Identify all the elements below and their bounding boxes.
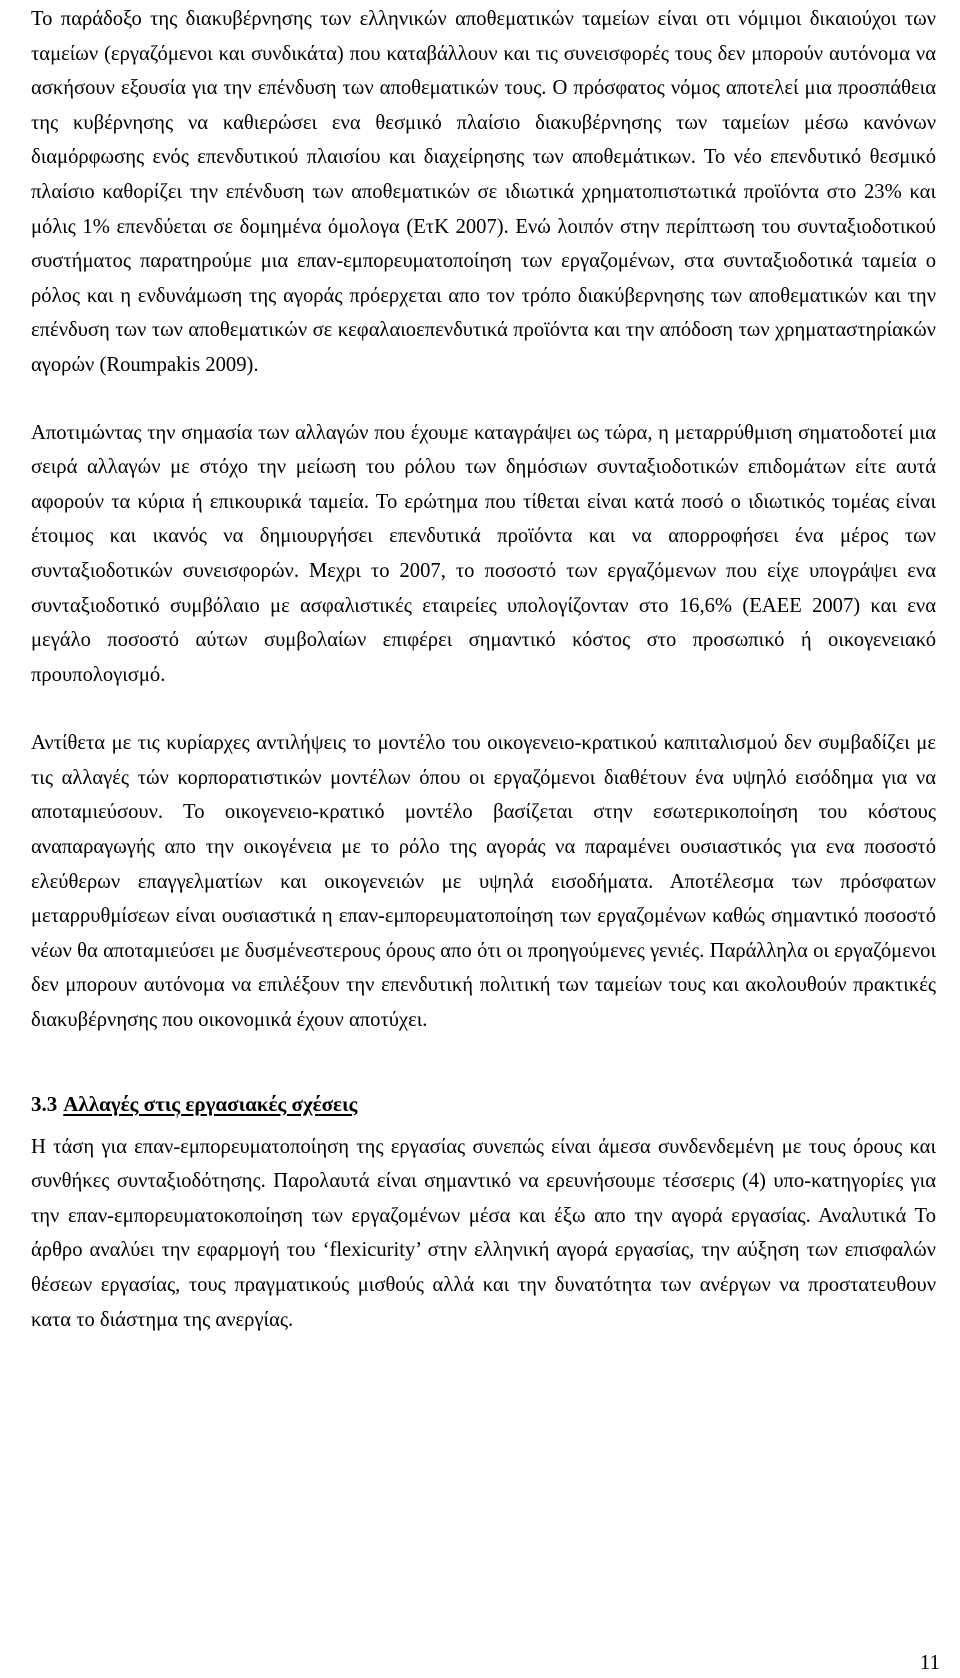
- section-number: 3.3: [31, 1091, 58, 1116]
- paragraph-reform-assessment: Αποτιμώντας την σημασία των αλλαγών που έχουμε καταγράψει ως τώρα, η μεταρρύθμιση σηματοδοτεί μια σειρά αλλαγών με στόχο την μείωση του ρόλου των δημόσιων συνταξιοδοτικών επιδομάτων είτε αυτά αφορούν τα κύρια ή επικουρικά ταμεία. Το ερώτημα που τίθεται είναι κατά ποσό ο ιδιωτικός τομέας είναι έτοιμος και ικανός να δημιουργήσει επενδυτικά προϊόντα και να απορροφήσει ένα μέρος των συνταξιοδοτικών συνεισφορών. Μεχρι το 2007, το ποσοστό των εργαζόμενων που είχε υπογράψει ενα συνταξιοδοτικό συμβόλαιο με ασφαλιστικές εταιρείες υπολογίζονταν στο 16,6% (ΕΑΕΕ 2007) και ενα μεγάλο ποσοστό αύτων συμβολαίων επιφέρει σημαντικό κόστος στο προσωπικό ή οικογενειακό προυπολογισμό.: [31, 421, 936, 686]
- paragraph-familial-state-model: Αντίθετα με τις κυρίαρχες αντιλήψεις το μοντέλο του οικογενειο-κρατικού καπιταλισμού δεν συμβαδίζει με τις αλλαγές τών κορπορατιστικών μοντέλων όπου οι εργαζόμενοι διαθέτουν ένα υψηλό εισόδημα για να αποταμιεύσουν. Το οικογενειο-κρατικό μοντέλο βασίζεται στην εσωτερικοποίηση του κόστους αναπαραγωγής απο την οικογένεια με το ρόλο της αγοράς να παραμένει ουσιαστικός για ενα ποσοστό ελεύθερων επαγγελματίων και οικογενειών με υψηλά εισοδήματα. Αποτέλεσμα των πρόσφατων μεταρρυθμίσεων είναι ουσιαστικά η επαν-εμπορευματοποίηση των εργαζομένων καθώς σημαντικό ποσοστό νέων θα αποταμιεύσει με δυσμένεστερους όρους απο ότι οι προηγούμενες γενιές. Παράλληλα οι εργαζόμενοι δεν μπορουν αυτόνομα να επιλέξουν την επενδυτική πολιτική των ταμείων τους και ακολουθούν πρακτικές διακυβέρνησης που οικονομικά έχουν αποτύχει.: [31, 732, 936, 1032]
- section-title: Αλλαγές στις εργασιακές σχέσεις: [63, 1091, 358, 1116]
- section-heading: [31, 1088, 936, 1127]
- paragraph-pension-funds-governance: Το παράδοξο της διακυβέρνησης των ελληνικών αποθεματικών ταμείων είναι οτι νόμιμοι δικαιούχοι των ταμείων (εργαζόμενοι και συνδικάτα) που καταβάλλουν και τις συνεισφορές τους δεν μπορούν αυτόνομα να ασκήσουν εξουσία για την επένδυση των αποθεματικών τους. Ο πρόσφατος νόμος αποτελεί μια προσπάθεια της κυβέρνησης να καθιερώσει ενα θεσμικό πλαίσιο διακυβέρνησης των ταμείων μέσω κανόνων διαμόρφωσης ενός επενδυτικού πλαισίου και διαχείρησης των αποθεμάτικων. Το νέο επενδυτικό θεσμικό πλαίσιο καθορίζει την επένδυση των αποθεματικών σε ιδιωτικά χρηματοπιστωτικά προϊόντα στο 23% και μόλις 1% επενδύεται σε δομημένα όμολογα (ΕτΚ 2007). Ενώ λοιπόν στην περίπτωση του συνταξιοδοτικού συστήματος παρατηρούμε μια επαν-εμπορευματοποίηση των εργαζομένων, στα συνταξιοδοτικά ταμεία ο ρόλος και η ενδυνάμωση της αγοράς πρόερχεται απο τον τρόπο διακύβερνησης των αποθεματικών και την επένδυση των των αποθεματικών σε κεφαλαιοεπενδυτικά προϊόντα και την απόδοση των χρηματαστηρίακών αγορών (Roumpakis 2009).: [31, 8, 936, 376]
- heading-stray-mark: ′: [176, 1111, 179, 1127]
- page-number: 11: [919, 1650, 940, 1674]
- paragraph-labour-recommodification: Η τάση για επαν-εμπορευματοποίηση της εργασίας συνεπώς είναι άμεσα συνδενδεμένη με τους όρους και συνθήκες συνταξιοδότησης. Παρολαυτά είναι σημαντικό να ερευνήσουμε τέσσερις (4) υπο-κατηγορίες για την επαν-εμπορευματοκοποίηση των εργαζομένων μέσα και έξω απο την αγορά εργασίας. Αναλυτικά Το άρθρο αναλύει την εφαρμογή του ‘flexicurity’ στην ελληνική αγορά εργασίας, την αύξηση των επισφαλών θέσεων εργασίας, τους πραγματικούς μισθούς αλλά και την δυνατότητα των ανέργων να προστατευθουν κατα το διάστημα της ανεργίας.: [31, 1135, 936, 1331]
